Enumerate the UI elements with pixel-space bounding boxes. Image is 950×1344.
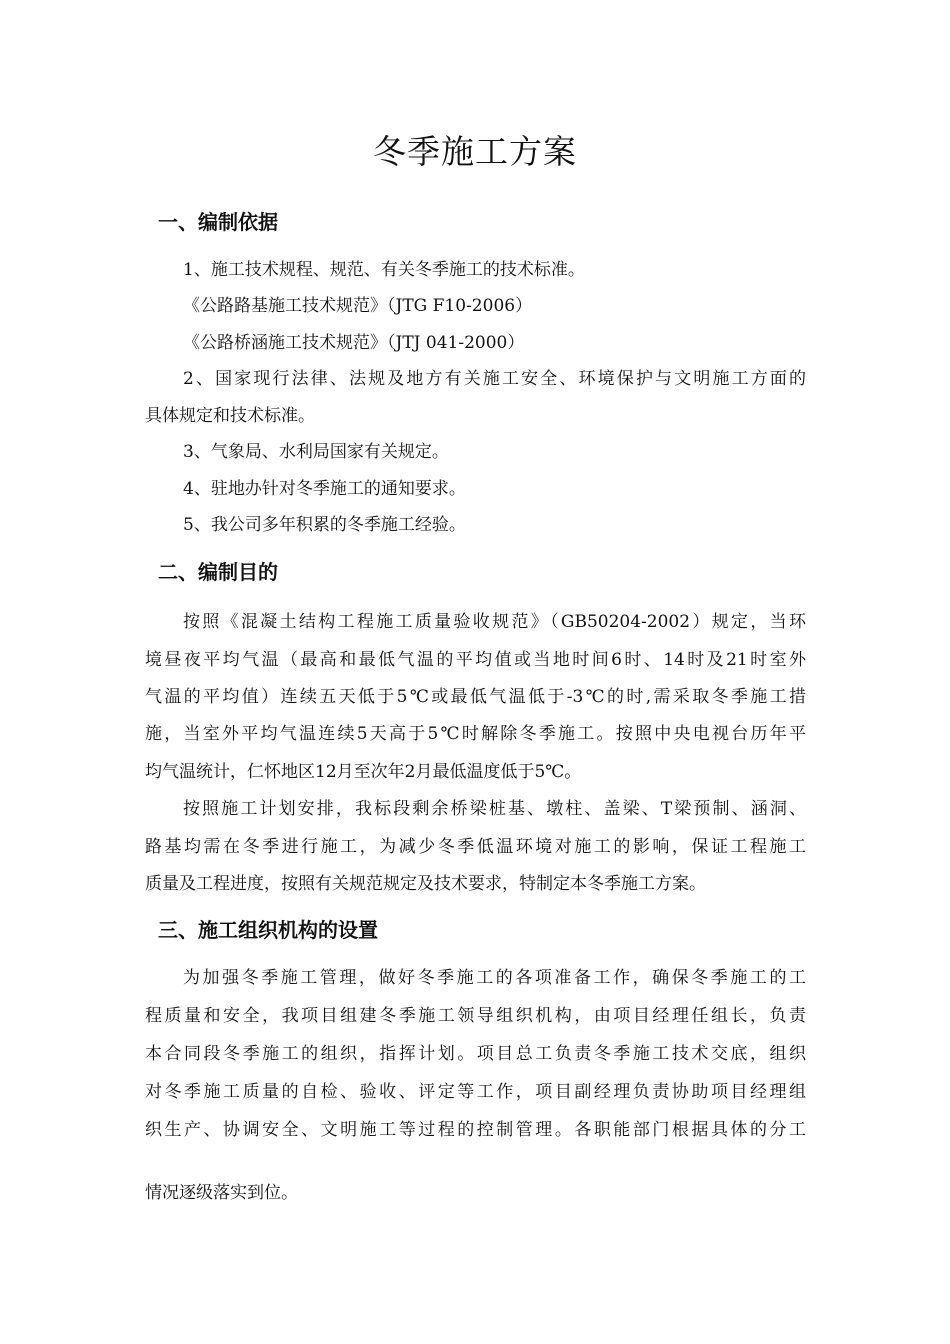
section-heading-purpose: 二、编制目的 [158,560,278,584]
paragraph-line: 1、施工技术规程、规范、有关冬季施工的技术标准。 [183,260,585,280]
paragraph-line: 施，当室外平均气温连续5天高于5℃时解除冬季施工。按照中央电视台历年平 [145,724,806,744]
paragraph-line: 按照施工计划安排，我标段剩余桥梁桩基、墩柱、盖梁、T梁预制、涵洞、 [183,799,806,819]
paragraph-line: 为加强冬季施工管理，做好冬季施工的各项准备工作，确保冬季施工的工 [183,968,806,988]
section-heading-basis: 一、编制依据 [158,210,278,234]
paragraph-line: 具体规定和技术标准。 [145,406,315,426]
paragraph-line: 对冬季施工质量的自检、验收、评定等工作，项目副经理负责协助项目经理组 [145,1082,806,1102]
paragraph-line: 《公路桥涵施工技术规范》（JTJ 041-2000） [183,333,525,353]
paragraph-line: 本合同段冬季施工的组织，指挥计划。项目总工负责冬季施工技术交底，组织 [145,1044,806,1064]
paragraph-line: 情况逐级落实到位。 [145,1183,298,1203]
paragraph-line: 5、我公司多年积累的冬季施工经验。 [183,515,466,535]
paragraph-line: 路基均需在冬季进行施工，为减少冬季低温环境对施工的影响，保证工程施工 [145,837,806,857]
paragraph-line: 均气温统计，仁怀地区12月至次年2月最低温度低于5℃。 [145,762,582,782]
paragraph-line: 程质量和安全，我项目组建冬季施工领导组织机构，由项目经理任组长，负责 [145,1006,806,1026]
paragraph-line: 《公路路基施工技术规范》（JTG F10-2006） [183,296,533,316]
paragraph-line: 质量及工程进度，按照有关规范规定及技术要求，特制定本冬季施工方案。 [145,874,706,894]
paragraph-line: 4、驻地办针对冬季施工的通知要求。 [183,479,466,499]
paragraph-line: 2、国家现行法律、法规及地方有关施工安全、环境保护与文明施工方面的 [183,369,806,389]
paragraph-line: 境昼夜平均气温（最高和最低气温的平均值或当地时间6时、14时及21时室外 [145,650,806,670]
section-heading-organization: 三、施工组织机构的设置 [158,918,378,942]
paragraph-line: 气温的平均值）连续五天低于5℃或最低气温低于-3℃的时,需采取冬季施工措 [145,687,806,707]
paragraph-line: 3、气象局、水利局国家有关规定。 [183,442,449,462]
document-title: 冬季施工方案 [373,132,577,171]
paragraph-line: 织生产、协调安全、文明施工等过程的控制管理。各职能部门根据具体的分工 [145,1120,806,1140]
paragraph-line: 按照《混凝土结构工程施工质量验收规范》（GB50204-2002）规定，当环 [183,612,806,632]
